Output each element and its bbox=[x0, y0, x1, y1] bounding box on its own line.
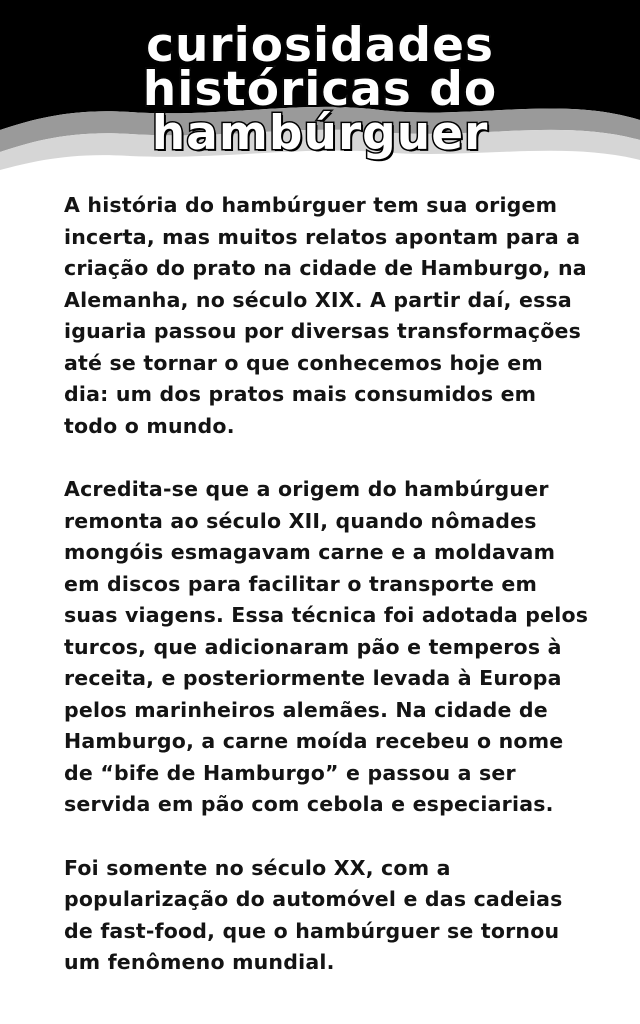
header-banner bbox=[0, 0, 640, 175]
title-line-2: históricas do bbox=[142, 62, 498, 117]
paragraph-2: Acredita-se que a origem do hambúrguer remonta ao século XII, quando nômades mongóis esmagavam carne e a moldavam em discos para facilitar o transporte em suas viagens. Essa técnica foi adotada pelos turcos, que adicionaram pão e temperos à receita, e posteriormente levada à Europa pelos marinheiros alemães. Na cidade de Hamburgo, a carne moída recebeu o nome de “bife de Hamburgo” e passou a ser servida em pão com cebola e especiarias. bbox=[64, 477, 589, 816]
title-line-1: curiosidades bbox=[146, 18, 494, 73]
paragraph-3: Foi somente no século XX, com a popularização do automóvel e das cadeias de fast-food, que o hambúrguer se tornou um fenômeno mundial. bbox=[64, 855, 563, 974]
article-body bbox=[64, 190, 594, 1011]
page-title bbox=[0, 18, 640, 161]
title-line-3: hambúrguer bbox=[151, 106, 489, 161]
paragraph-1: A história do hambúrguer tem sua origem incerta, mas muitos relatos apontam para a criação do prato na cidade de Hamburgo, na Alemanha, no século XIX. A partir daí, essa iguaria passou por diversas transformações até se tornar o que conhecemos hoje em dia: um dos pratos mais consumidos em todo o mundo. bbox=[64, 193, 587, 438]
